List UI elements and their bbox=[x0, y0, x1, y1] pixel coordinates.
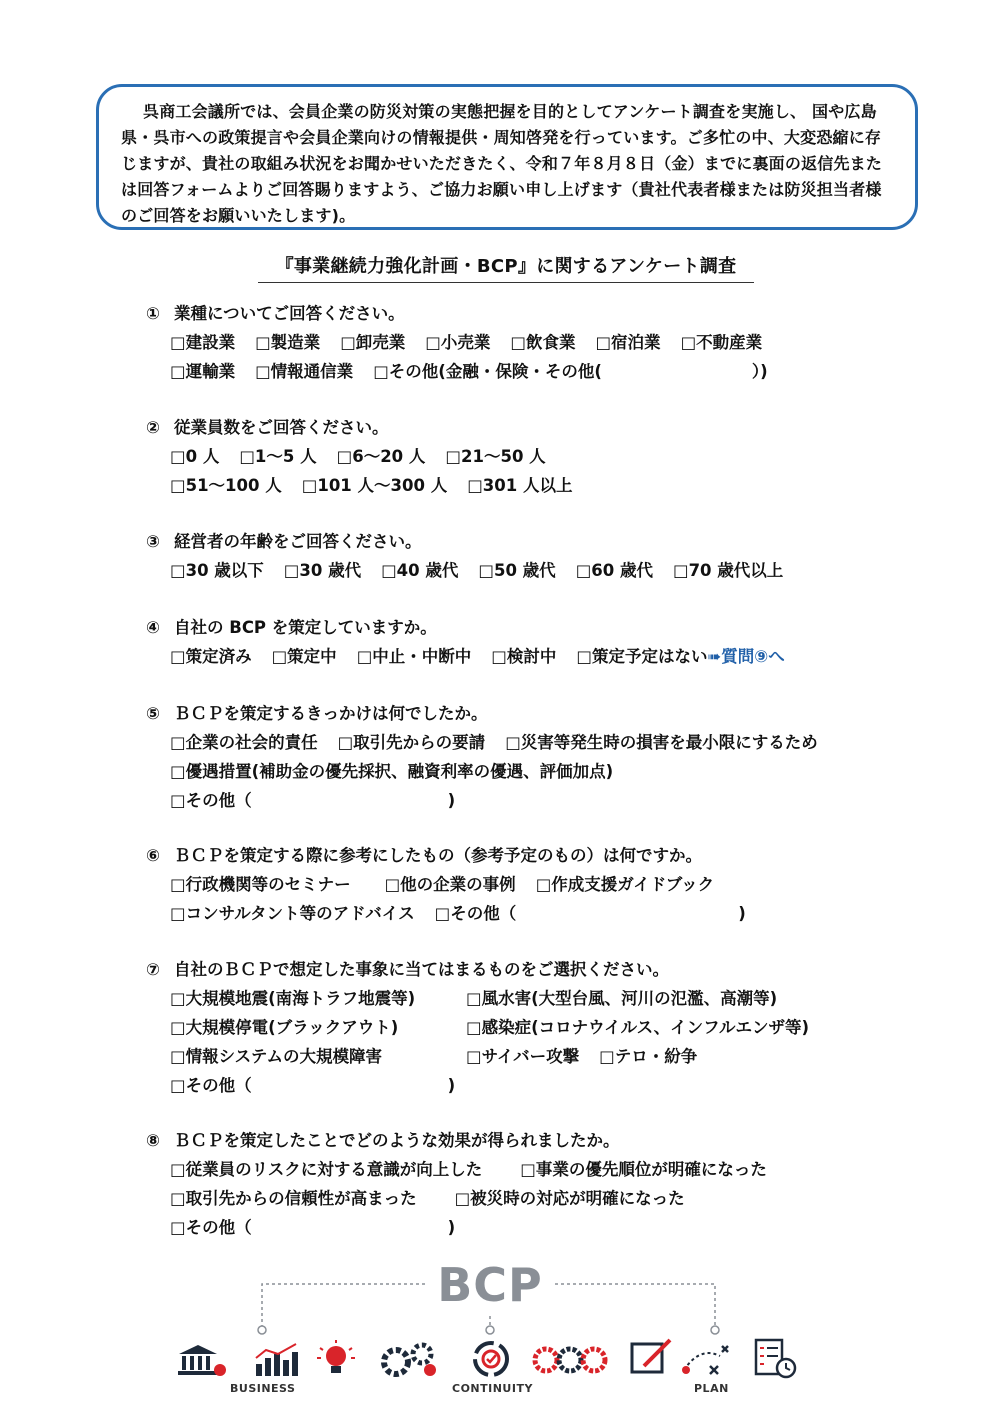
question-text: ④ 自社の BCP を策定していますか。 bbox=[146, 618, 437, 637]
checkbox-60s[interactable]: □60 歳代 bbox=[575, 561, 653, 580]
checkbox-other[interactable]: □その他（ bbox=[170, 791, 252, 810]
checkbox-301-plus[interactable]: □301 人以上 bbox=[467, 476, 573, 495]
question-text: ⑦ 自社のＢＣＰで想定した事象に当てはまるものをご選択ください。 bbox=[146, 960, 669, 979]
question-1 bbox=[146, 300, 768, 386]
checkbox-guidebook[interactable]: □作成支援ガイドブック bbox=[535, 875, 715, 894]
question-2 bbox=[146, 414, 593, 500]
checkbox-ict[interactable]: □情報通信業 bbox=[255, 362, 354, 381]
option-row bbox=[170, 1184, 787, 1213]
question-5 bbox=[146, 700, 818, 815]
checkbox-30s[interactable]: □30 歳代 bbox=[283, 561, 362, 580]
checkbox-client-trust[interactable]: □取引先からの信頼性が高まった bbox=[170, 1189, 417, 1208]
checkbox-major-earthquake[interactable]: □大規模地震(南海トラフ地震等) bbox=[170, 989, 416, 1008]
checkbox-in-progress[interactable]: □策定中 bbox=[271, 647, 337, 666]
option-row bbox=[170, 728, 818, 757]
question-8 bbox=[146, 1127, 787, 1242]
closing-paren: ) bbox=[447, 1218, 456, 1237]
checkbox-101-300[interactable]: □101 人～300 人 bbox=[301, 476, 448, 495]
checkbox-minimize-damage[interactable]: □災害等発生時の損害を最小限にするため bbox=[505, 733, 818, 752]
option-row bbox=[170, 1155, 787, 1184]
option-row bbox=[170, 1042, 829, 1071]
option-row bbox=[170, 870, 746, 899]
checkbox-other-company-cases[interactable]: □他の企業の事例 bbox=[384, 875, 516, 894]
option-row bbox=[170, 556, 803, 585]
question-text: ⑥ ＢＣＰを策定する際に参考にしたもの（参考予定のもの）は何ですか。 bbox=[146, 846, 702, 865]
checkbox-21-50[interactable]: □21～50 人 bbox=[445, 447, 546, 466]
closing-paren: ) bbox=[447, 791, 456, 810]
checkbox-social-responsibility[interactable]: □企業の社会的責任 bbox=[170, 733, 318, 752]
checkbox-risk-awareness[interactable]: □従業員のリスクに対する意識が向上した bbox=[170, 1160, 483, 1179]
checkbox-food-service[interactable]: □飲食業 bbox=[510, 333, 576, 352]
checkbox-real-estate[interactable]: □不動産業 bbox=[680, 333, 763, 352]
question-4 bbox=[146, 614, 785, 671]
checkbox-51-100[interactable]: □51～100 人 bbox=[170, 476, 282, 495]
bcp-footer-graphic bbox=[170, 1258, 810, 1398]
checkbox-construction[interactable]: □建設業 bbox=[170, 333, 236, 352]
checkbox-blackout[interactable]: □大規模停電(ブラックアウト) bbox=[170, 1018, 399, 1037]
question-3 bbox=[146, 528, 803, 585]
checkbox-wholesale[interactable]: □卸売業 bbox=[340, 333, 406, 352]
checkbox-gov-seminar[interactable]: □行政機関等のセミナー bbox=[170, 875, 351, 894]
checkbox-storm-flood[interactable]: □風水害(大型台風、河川の氾濫、高潮等) bbox=[466, 989, 778, 1008]
checkbox-considering[interactable]: □検討中 bbox=[491, 647, 557, 666]
question-text: ⑤ ＢＣＰを策定するきっかけは何でしたか。 bbox=[146, 704, 488, 723]
bank-icon bbox=[176, 1342, 226, 1378]
growth-chart-icon bbox=[252, 1342, 302, 1378]
option-row bbox=[170, 1071, 829, 1100]
intro-notice: 呉商工会議所では、会員企業の防災対策の実態把握を目的としてアンケート調査を実施し、 国や広島県・呉市への政策提言や会員企業向けの情報提供・周知啓発を行っています。ご多忙の中、大変恐縮に存じますが、貴社の取組み状況をお聞かせいただきたく、令和７年８月８日（金）までに裏面の返信先または回答フォームよりご回答賜りますよう、ご協力お願い申し上げます（貴社代表者様または防災担当者様のご回答をお願いいたします)。 bbox=[96, 84, 918, 230]
gears-icon bbox=[378, 1340, 444, 1380]
question-text: ① 業種についてご回答ください。 bbox=[146, 304, 405, 323]
board-pen-icon bbox=[630, 1338, 674, 1378]
option-row bbox=[170, 357, 768, 386]
option-row bbox=[170, 471, 593, 500]
checkbox-other[interactable]: □その他（ bbox=[434, 904, 517, 923]
checkbox-other-finance[interactable]: □その他(金融・保険・その他( bbox=[373, 362, 602, 381]
bcp-logo-text: BCP bbox=[437, 1258, 543, 1312]
checklist-clock-icon bbox=[754, 1338, 798, 1380]
checkbox-preferential-treatment[interactable]: □優遇措置(補助金の優先採択、融資利率の優遇、評価加点) bbox=[170, 762, 614, 781]
checkbox-1-5[interactable]: □1～5 人 bbox=[239, 447, 317, 466]
checkbox-70-plus[interactable]: □70 歳代以上 bbox=[672, 561, 784, 580]
label-continuity: CONTINUITY bbox=[452, 1382, 533, 1395]
checkbox-disaster-response-clear[interactable]: □被災時の対応が明確になった bbox=[454, 1189, 685, 1208]
closing-paren: ）) bbox=[751, 362, 768, 381]
checkbox-client-request[interactable]: □取引先からの要請 bbox=[337, 733, 486, 752]
checkbox-cyber-attack[interactable]: □サイバー攻撃 bbox=[466, 1047, 580, 1066]
checkbox-no-plan[interactable]: □策定予定はない bbox=[576, 647, 708, 666]
survey-title: 『事業継続力強化計画・BCP』に関するアンケート調査 bbox=[258, 252, 754, 283]
checkbox-infectious-disease[interactable]: □感染症(コロナウイルス、インフルエンザ等) bbox=[466, 1018, 810, 1037]
checkbox-50s[interactable]: □50 歳代 bbox=[478, 561, 556, 580]
checkbox-other[interactable]: □その他（ bbox=[170, 1076, 252, 1095]
checkbox-formulated[interactable]: □策定済み bbox=[170, 647, 252, 666]
option-row bbox=[170, 757, 818, 786]
label-plan: PLAN bbox=[694, 1382, 729, 1395]
lightbulb-icon bbox=[316, 1340, 356, 1378]
checkbox-other[interactable]: □その他（ bbox=[170, 1218, 252, 1237]
checkbox-6-20[interactable]: □6～20 人 bbox=[336, 447, 426, 466]
question-text: ③ 経営者の年齢をご回答ください。 bbox=[146, 532, 422, 551]
option-row bbox=[170, 642, 785, 671]
label-business: BUSINESS bbox=[230, 1382, 296, 1395]
checkbox-manufacturing[interactable]: □製造業 bbox=[255, 333, 321, 352]
checkbox-suspended[interactable]: □中止・中断中 bbox=[356, 647, 472, 666]
option-row bbox=[170, 786, 818, 815]
strategy-icon bbox=[680, 1342, 730, 1378]
question-text: ② 従業員数をご回答ください。 bbox=[146, 418, 389, 437]
goto-question-9-note: ➠質問⑨へ bbox=[707, 647, 785, 666]
option-row bbox=[170, 328, 768, 357]
question-7 bbox=[146, 956, 829, 1100]
checkbox-retail[interactable]: □小売業 bbox=[425, 333, 491, 352]
question-text: ⑧ ＢＣＰを策定したことでどのような効果が得られましたか。 bbox=[146, 1131, 620, 1150]
checkbox-under-30[interactable]: □30 歳以下 bbox=[170, 561, 264, 580]
checkbox-priority-clear[interactable]: □事業の優先順位が明確になった bbox=[520, 1160, 767, 1179]
option-row bbox=[170, 1013, 829, 1042]
closing-paren: ) bbox=[738, 904, 746, 923]
option-row bbox=[170, 984, 829, 1013]
checkbox-transport[interactable]: □運輸業 bbox=[170, 362, 236, 381]
linked-gears-icon bbox=[532, 1342, 612, 1378]
question-6 bbox=[146, 842, 746, 928]
checkbox-consultant-advice[interactable]: □コンサルタント等のアドバイス bbox=[170, 904, 415, 923]
checkbox-lodging[interactable]: □宿泊業 bbox=[595, 333, 661, 352]
option-row bbox=[170, 1213, 787, 1242]
cycle-icon bbox=[466, 1338, 516, 1380]
option-row bbox=[170, 442, 593, 471]
checkbox-0-people[interactable]: □0 人 bbox=[170, 447, 220, 466]
checkbox-40s[interactable]: □40 歳代 bbox=[381, 561, 459, 580]
closing-paren: ) bbox=[447, 1076, 456, 1095]
checkbox-terrorism-conflict[interactable]: □テロ・紛争 bbox=[599, 1047, 698, 1066]
checkbox-it-system-failure[interactable]: □情報システムの大規模障害 bbox=[170, 1047, 382, 1066]
option-row bbox=[170, 899, 746, 928]
